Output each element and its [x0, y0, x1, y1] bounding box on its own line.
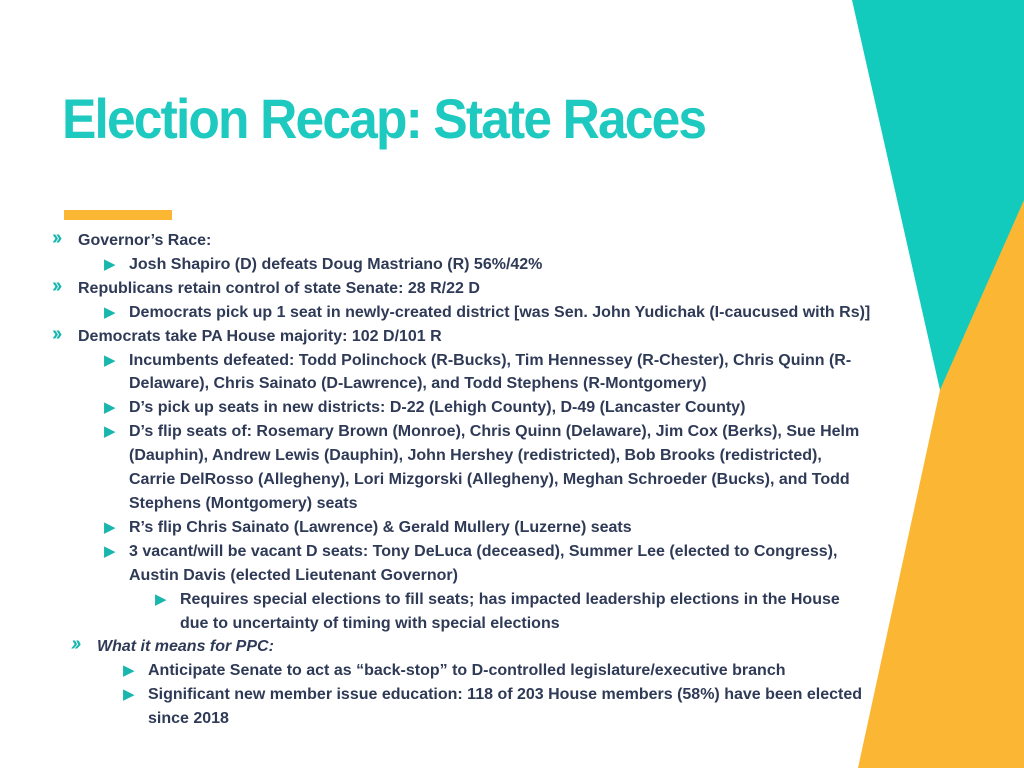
triangle-bullet-icon: ▶	[104, 351, 116, 369]
sub-bullet-incumbents: ▶ Incumbents defeated: Todd Polinchock (R-Bucks), Tim Hennessey (R-Chester), Chris Quinn (R-Delaware), Chris Sainato (D-Lawrence), and Todd Stephens (R-Montgomery)	[52, 349, 872, 397]
sub-bullet-shapiro: ▶ Josh Shapiro (D) defeats Doug Mastriano (R) 56%/42%	[52, 253, 872, 277]
sub-sub-bullet-special-elections: ▶ Requires special elections to fill seats; has impacted leadership elections in the House due to uncertainty of timing with special elections	[52, 588, 872, 636]
bullet-governors-race: ›› Governor’s Race:	[52, 227, 212, 249]
title-accent-bar	[64, 210, 172, 220]
triangle-bullet-icon: ▶	[104, 423, 116, 441]
triangle-bullet-icon: ▶	[123, 662, 135, 680]
triangle-bullet-icon: ▶	[123, 686, 135, 704]
sub-bullet-r-flips: ▶ R’s flip Chris Sainato (Lawrence) & Gerald Mullery (Luzerne) seats	[52, 516, 872, 540]
sub-bullet-backstop: ▶ Anticipate Senate to act as “back-stop” to D-controlled legislature/executive branch	[52, 659, 872, 683]
bullet-ppc-meaning: ›› What it means for PPC:	[71, 633, 274, 656]
sub-bullet-new-districts: ▶ D’s pick up seats in new districts: D-22 (Lehigh County), D-49 (Lancaster County)	[52, 396, 872, 420]
bullet-list	[52, 229, 872, 731]
bullet-senate: ›› Republicans retain control of state Senate: 28 R/22 D	[52, 274, 480, 297]
bullet-house: ›› Democrats take PA House majority: 102 D/101 R	[52, 322, 442, 345]
triangle-bullet-icon: ▶	[155, 590, 167, 608]
triangle-bullet-icon: ▶	[104, 542, 116, 560]
triangle-bullet-icon: ▶	[104, 399, 116, 417]
sub-bullet-d-flips: ▶ D’s flip seats of: Rosemary Brown (Monroe), Chris Quinn (Delaware), Jim Cox (Berks), Sue Helm (Dauphin), Andrew Lewis (Dauphin), John Hershey (redistricted), Bob Brooks (redistricted), Carrie DelRosso (Allegheny), Lori Mizgorski (Allegheny), Meghan Schroeder (Bucks), and Todd Stephens (Montgomery) seats	[52, 420, 872, 516]
double-chevron-icon: ››	[52, 322, 60, 345]
double-chevron-icon: ››	[71, 633, 79, 656]
sub-bullet-senate-seat: ▶ Democrats pick up 1 seat in newly-created district [was Sen. John Yudichak (I-caucused with Rs)]	[52, 301, 872, 325]
triangle-bullet-icon: ▶	[104, 303, 116, 321]
sub-bullet-vacant-seats: ▶ 3 vacant/will be vacant D seats: Tony DeLuca (deceased), Summer Lee (elected to Congress), Austin Davis (elected Lieutenant Governor)	[52, 540, 872, 588]
sub-bullet-member-education: ▶ Significant new member issue education: 118 of 203 House members (58%) have been elected since 2018	[52, 683, 872, 731]
double-chevron-icon: ››	[52, 227, 60, 249]
double-chevron-icon: ››	[52, 274, 60, 297]
triangle-bullet-icon: ▶	[104, 255, 116, 273]
slide-title: Election Recap: State Races	[62, 87, 706, 150]
triangle-bullet-icon: ▶	[104, 518, 116, 536]
